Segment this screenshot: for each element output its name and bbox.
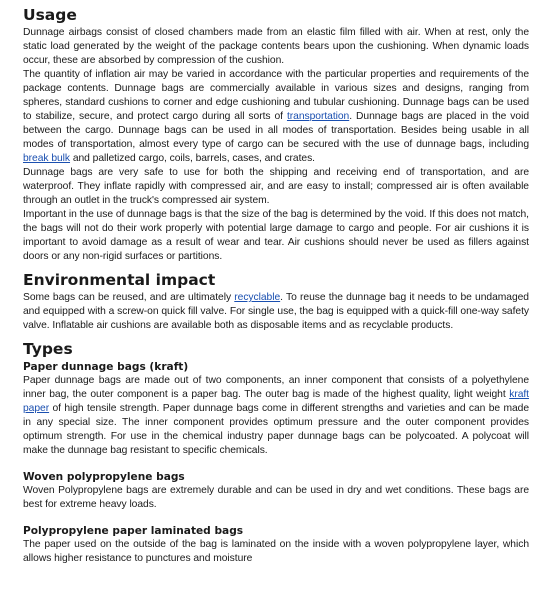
transportation-link[interactable]: transportation (286, 111, 350, 122)
text-span: . To reuse the dunnage bag it needs to be undamaged and equipped with a screw-on quick fill valve. For single use, the bag is equipped with a quick-fill one-way safety valve. Inflatable air cushions are available both as disposable items and as recyclable products. (23, 292, 529, 331)
paper-bags-subheading: Paper dunnage bags (kraft) (23, 361, 189, 373)
text-span: Paper dunnage bags are made out of two components, an inner component that consists of a polyethylene inner bag, the outer component is a paper bag. The outer bag is made of the highest quality, light weight (23, 375, 529, 400)
environmental-paragraph (23, 291, 529, 333)
environmental-heading: Environmental impact (23, 271, 216, 289)
break-bulk-link[interactable]: break bulk (23, 153, 71, 164)
text-span: The quantity of inflation air may be varied in accordance with the particular properties and requirements of the package contents. Dunnage bags are commercially available in various sizes and designs, ranging from spheres, standard cushions to corner and edge cushioning and tubular cushioning. Dunnage bags can be used to stabilize, secure, and protect cargo during all sorts of (23, 69, 529, 122)
kraft-paper-link[interactable]: kraft paper (23, 389, 529, 414)
usage-paragraph-2 (23, 68, 529, 166)
recyclable-link[interactable]: recyclable (234, 292, 281, 303)
laminated-bags-subheading: Polypropylene paper laminated bags (23, 525, 244, 537)
woven-bags-subheading: Woven polypropylene bags (23, 471, 185, 483)
usage-paragraph-4: Important in the use of dunnage bags is that the size of the bag is determined by the void. If this does not match, the bags will not do their work properly with potential large damage to cargo and people. For air cushions it is important to avoid damage as a result of wear and tear. Air cushions should never be used as fillers against doors or any non-rigid surfaces or partitions. (23, 209, 529, 262)
text-span: Some bags can be reused, and are ultimately (23, 292, 235, 303)
text-span: and palletized cargo, coils, barrels, cases, and crates. (70, 153, 315, 164)
usage-heading: Usage (23, 6, 77, 24)
text-span: of high tensile strength. Paper dunnage bags come in different strengths and varieties and can be made in any special size. The inner component provides optimum pressure and the outer component provides optimum strength. For use in the chemical industry paper dunnage bags can be polycoated. A polycoat will make the dunnage bag resistant to specific chemicals. (23, 403, 529, 456)
woven-bags-paragraph: Woven Polypropylene bags are extremely durable and can be used in dry and wet conditions. These bags are best for extreme heavy loads. (23, 485, 529, 510)
types-heading: Types (23, 340, 73, 358)
paper-bags-paragraph (23, 374, 529, 458)
usage-paragraph-3: Dunnage bags are very safe to use for both the shipping and receiving end of transportation, and are waterproof. They inflate rapidly with compressed air, and are easy to install; compressed air is often available through an outlet in the truck's compressed air system. (23, 167, 529, 206)
usage-paragraph-1: Dunnage airbags consist of closed chambers made from an elastic film filled with air. When at rest, only the static load generated by the weight of the package contents bears upon the cushioning. When dynamic loads occur, these are absorbed by compression of the cushion. (23, 27, 529, 66)
text-span: . Dunnage bags are placed in the void between the cargo. Dunnage bags can be used in all modes of transportation. Besides being usable in all modes of transportation, almost every type of cargo can be secured with the use of dunnage bags, including (23, 111, 529, 150)
laminated-bags-paragraph: The paper used on the outside of the bag is laminated on the inside with a woven polypropylene layer, which allows higher resistance to punctures and moisture (23, 539, 529, 564)
